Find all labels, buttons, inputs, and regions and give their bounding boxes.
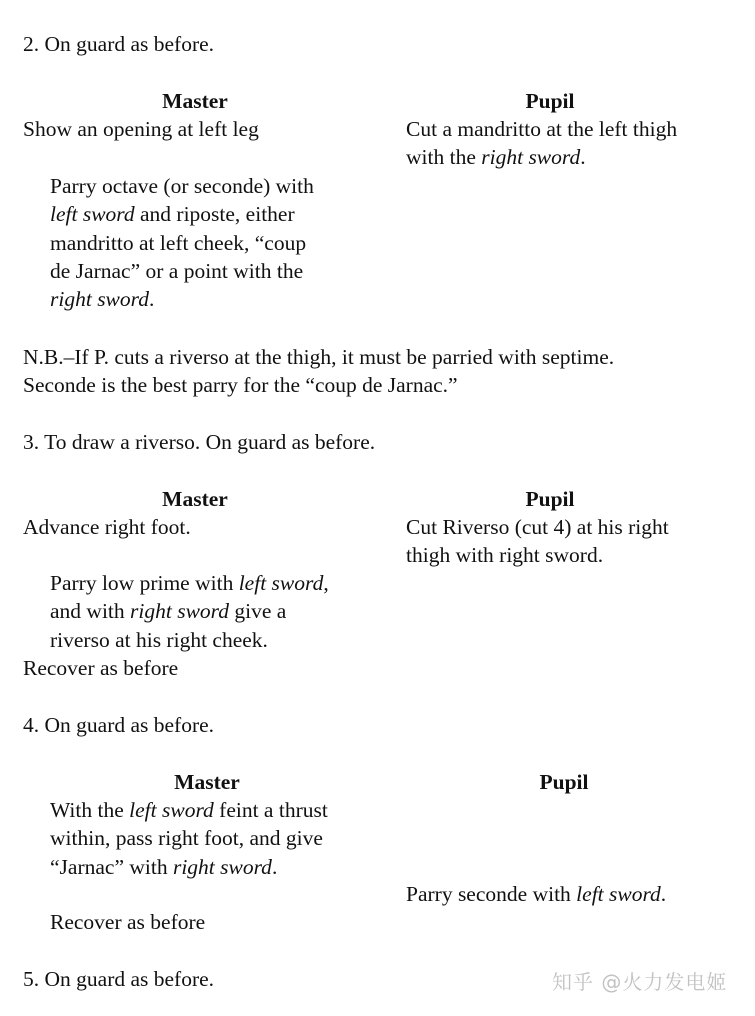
section-4-pupil-header: Pupil: [539, 770, 589, 794]
section-4-recover: Recover as before: [50, 910, 206, 934]
section-2-master-action: Show an opening at left leg: [23, 117, 259, 141]
section-4-heading: 4. On guard as before.: [23, 713, 215, 737]
section-3-master-parry: Parry low prime with left sword, and with right sword give a riverso at his right cheek.: [50, 571, 329, 652]
zhihu-watermark: 知乎 @火力发电姬: [552, 970, 728, 994]
section-2-pupil-action: Cut a mandritto at the left thigh with the right sword.: [406, 117, 678, 170]
section-3-recover: Recover as before: [23, 656, 179, 680]
section-3-heading: 3. To draw a riverso. On guard as before.: [23, 430, 376, 454]
section-2-heading: 2. On guard as before.: [23, 32, 215, 56]
section-2-pupil-header: Pupil: [525, 89, 575, 113]
section-5-heading: 5. On guard as before.: [23, 967, 215, 991]
section-3-master-header: Master: [162, 487, 228, 511]
section-3-pupil-header: Pupil: [525, 487, 575, 511]
section-4-master-action: With the left sword feint a thrust within, pass right foot, and give “Jarnac” with right sword.: [50, 798, 328, 879]
section-3-master-action: Advance right foot.: [23, 515, 191, 539]
section-4-master-header: Master: [174, 770, 240, 794]
section-3-pupil-action: Cut Riverso (cut 4) at his right thigh with right sword.: [406, 515, 669, 568]
section-2-master-header: Master: [162, 89, 228, 113]
section-4-pupil-action: Parry seconde with left sword.: [406, 882, 667, 906]
section-2-master-parry: Parry octave (or seconde) with left sword and riposte, either mandritto at left cheek, “coup de Jarnac” or a point with the right sword.: [50, 174, 314, 312]
nb-note: N.B.–If P. cuts a riverso at the thigh, it must be parried with septime. Seconde is the best parry for the “coup de Jarnac.”: [23, 345, 615, 398]
